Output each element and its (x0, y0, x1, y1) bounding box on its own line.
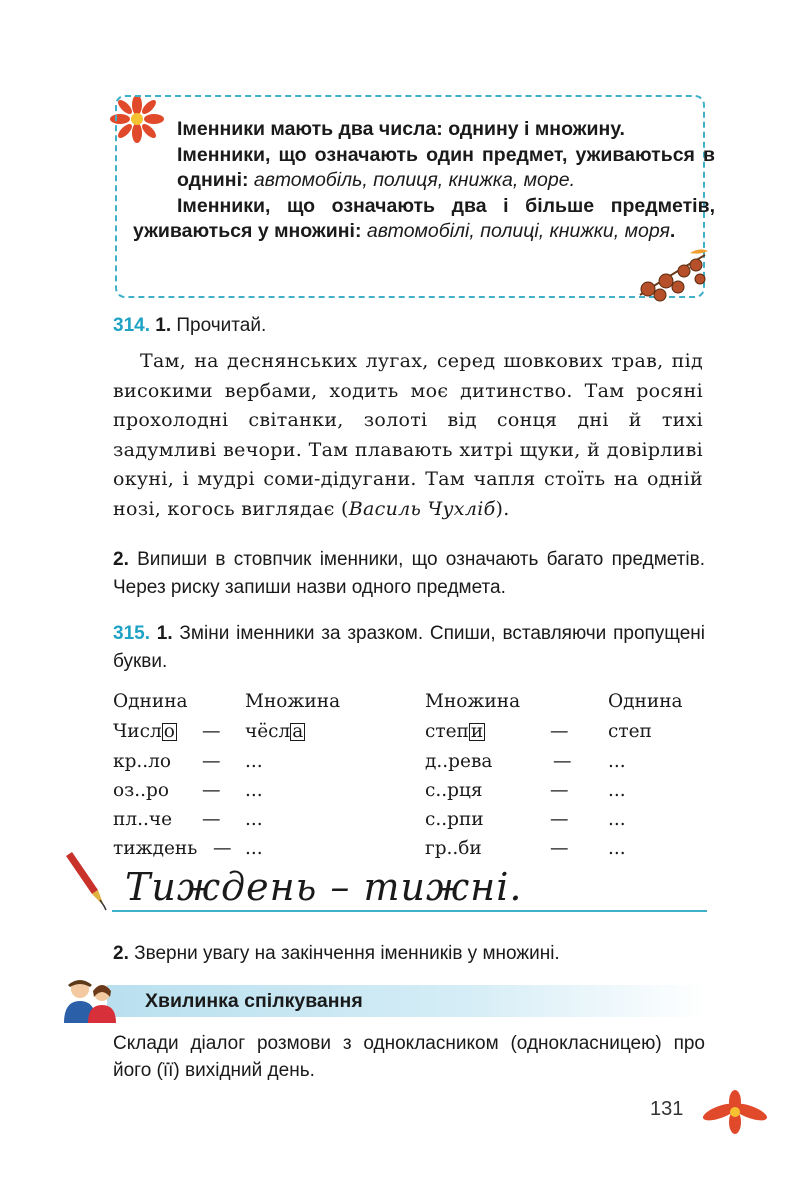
sample-left: Числ о (113, 721, 175, 742)
reading-text-body: Там, на деснянських лугах, серед шовкових трав, під високими вербами, ходить моє дитинство. Там росяні прохолодні світанки, золоті від сонця дні й тихі задумливі вечори. Там плавають хитрі щуки, й довірливі окуні, і мудрі соми-дідугани. Там чапля стоїть на одній нозі, когось виглядає ( (113, 350, 703, 520)
dash: — (550, 809, 569, 830)
rule-plural-text: Іменники, що означають два і більше предметів, уживаються у множині: (133, 194, 715, 242)
people-icon (60, 975, 120, 1025)
sample-right: степ и (425, 721, 484, 742)
blank: ... (608, 780, 626, 801)
blank: ... (245, 751, 263, 772)
blank: ... (245, 780, 263, 801)
word-right: гр..би (425, 838, 482, 859)
rule-line-1: Іменники мають два числа: однину і множину. (177, 118, 625, 140)
reading-text (113, 347, 703, 524)
flower-corner-icon (700, 1090, 770, 1134)
boxed-letter: а (292, 721, 304, 742)
dash: — (202, 751, 221, 772)
word-left: кр..ло (113, 751, 172, 772)
exercise-314-task-2 (113, 546, 705, 602)
boxed-letter: и (470, 721, 484, 742)
task-text: Випиши в стовпчик іменники, що означають багато предметів. Через риску запиши назви одного предмета. (113, 549, 705, 598)
reading-text-end: ). (495, 497, 510, 520)
rule-plural-end: . (669, 220, 676, 242)
blank: ... (608, 838, 626, 859)
exercise-314-number: 314. (113, 315, 150, 336)
word-right: д..рева (425, 751, 493, 772)
blank: ... (608, 751, 626, 772)
exercise-315-number: 315. (113, 623, 150, 644)
word-right: с..рця (425, 780, 483, 801)
rule-paragraph-singular (133, 143, 715, 194)
word-left: тиждень (113, 838, 198, 859)
communication-title: Хвилинка спілкування (145, 990, 363, 1012)
column-header: Однина (113, 691, 188, 712)
column-header: Множина (425, 691, 521, 712)
word-left: оз..ро (113, 780, 169, 801)
rule-paragraph-plural (133, 194, 715, 245)
exercise-314-task (113, 312, 266, 340)
boxed-letter: о (163, 721, 175, 742)
pen-icon (62, 852, 110, 916)
task-number: 1. (155, 315, 172, 336)
sample-right-single: степ (608, 721, 652, 742)
sample-left-plural: чёсл а (245, 721, 304, 742)
task-number: 2. (113, 943, 129, 964)
word-right: с..рпи (425, 809, 484, 830)
task-text: Зміни іменники за зразком. Спиши, вставляючи пропущені букви. (113, 623, 705, 672)
rule-plural-examples: автомобілі, полиці, книжки, моря (361, 220, 670, 242)
exercise-315-task (113, 620, 705, 676)
task-number: 2. (113, 549, 129, 570)
task-text: Зверни увагу на закінчення іменників у множині. (128, 943, 560, 964)
blank: ... (608, 809, 626, 830)
blank: ... (245, 809, 263, 830)
reading-author: Василь Чухліб (348, 497, 496, 520)
word-left: пл..че (113, 809, 173, 830)
cursive-sample: Тиждень – тижні. (125, 865, 523, 909)
task-text: Прочитай. (171, 315, 267, 336)
dash: — (202, 721, 221, 742)
column-header: Однина (608, 691, 683, 712)
communication-text: Склади діалог розмови з однокласником (однокласницею) про його (її) вихідний день. (113, 1033, 705, 1081)
blank: ... (245, 838, 263, 859)
rule-singular-text: Іменники, що означають один предмет, уживаються в однині: (177, 143, 715, 191)
page-number: 131 (650, 1098, 684, 1120)
writing-line (112, 910, 707, 912)
dash: — (553, 751, 572, 772)
berries-icon (630, 245, 710, 307)
dash: — (550, 721, 569, 742)
rule-singular-examples: автомобіль, полиця, книжка, море. (248, 169, 575, 191)
dash: — (202, 809, 221, 830)
dash: — (202, 780, 221, 801)
dash: — (550, 838, 569, 859)
column-header: Множина (245, 691, 341, 712)
rule-text (133, 117, 715, 245)
dash: — (550, 780, 569, 801)
task-number: 1. (156, 623, 173, 644)
exercise-315-task-2 (113, 940, 705, 968)
dash: — (213, 838, 232, 859)
